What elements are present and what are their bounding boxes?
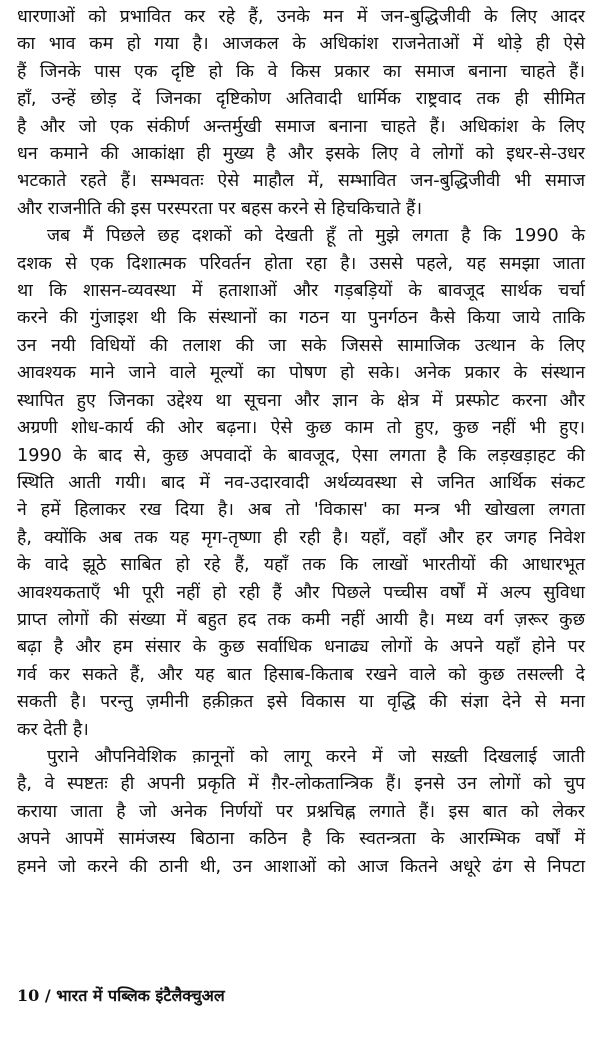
text-line: अपने आपमें सामंजस्य बिठाना कठिन है कि स्वतन्त्रता के आरम्भिक वर्षों में [17, 829, 585, 850]
text-line: का भाव कम हो गया है। आजकल के अधिकांश राजनेताओं में थोड़े ही ऐसे [17, 34, 585, 55]
body-text [17, 4, 585, 881]
text-line: पुराने औपनिवेशिक क़ानूनों को लागू करने में जो सख़्ती दिखलाई जाती [47, 746, 585, 767]
text-line: आवश्यक माने जाने वाले मूल्यों का पोषण हो सके। अनेक प्रकार के संस्थान [17, 363, 585, 384]
text-line: धन कमाने की आकांक्षा ही मुख्य है और इसके लिए वे लोगों को इधर-से-उधर [17, 144, 585, 165]
text-line: भटकाते रहते हैं। सम्भवतः ऐसे माहौल में, सम्भावित जन-बुद्धिजीवी भी समाज [17, 171, 585, 192]
text-line: कर देती है। [17, 719, 89, 740]
text-line: धारणाओं को प्रभावित कर रहे हैं, उनके मन में जन-बुद्धिजीवी के लिए आदर [17, 7, 585, 27]
text-line: है, क्योंकि अब तक यह मृग-तृष्णा ही रही है। यहाँ, वहाँ और हर जगह निवेश [17, 527, 585, 548]
text-line: और राजनीति की इस परस्परता पर बहस करने से हिचकिचाते हैं। [17, 198, 422, 219]
text-line: आवश्यकताएँ भी पूरी नहीं हो रही हैं और पिछले पच्चीस वर्षों में अल्प सुविधा [17, 582, 585, 603]
text-line: उन नयी विधियों की तलाश की जा सके जिससे सामाजिक उत्थान के लिए [17, 335, 585, 356]
text-line: स्थिति आती गयी। बाद में नव-उदारवादी अर्थव्यवस्था से जनित आर्थिक संकट [17, 472, 585, 493]
footer-separator: / [44, 986, 51, 1005]
text-line: जब मैं पिछले छह दशकों को देखती हूँ तो मुझे लगता है कि 1990 के [47, 226, 585, 247]
text-line: हाँ, उन्हें छोड़ दें जिनका दृष्टिकोण अतिवादी धार्मिक राष्ट्रवाद तक ही सीमित [17, 89, 585, 110]
text-line: के वादे झूठे साबित हो रहे हैं, यहाँ तक कि लाखों भारतीयों की आधारभूत [17, 555, 585, 576]
text-line: है और जो एक संकीर्ण अन्तर्मुखी समाज बनाना चाहते हैं। अधिकांश के लिए [17, 116, 585, 137]
text-line: था कि शासन-व्यवस्था में हताशाओं और गड़बड़ियों के बावजूद सार्थक चर्चा [17, 281, 585, 302]
text-line: कराया जाता है जो अनेक निर्णयों पर प्रश्नचिह्न लगाते हैं। इस बात को लेकर [17, 801, 585, 822]
text-line: अग्रणी शोध-कार्य की ओर बढ़ना। ऐसे कुछ काम तो हुए, कुछ नहीं भी हुए। [17, 418, 585, 439]
text-line: हैं जिनके पास एक दृष्टि हो कि वे किस प्रकार का समाज बनाना चाहते हैं। [17, 61, 585, 82]
text-line: गर्व कर सकते हैं, और यह बात हिसाब-किताब रखने वाले को कुछ तसल्ली दे [17, 664, 585, 685]
text-line: ने हमें हिलाकर रख दिया है। अब तो 'विकास' का मन्त्र भी खोखला लगता [17, 500, 585, 521]
text-line: दशक से एक दिशात्मक परिवर्तन होता रहा है। उससे पहले, यह समझा जाता [17, 253, 585, 274]
text-line: स्थापित हुए जिनका उद्देश्य था सूचना और ज्ञान के क्षेत्र में प्रस्फोट करना और [17, 390, 585, 411]
text-line: सकती है। परन्तु ज़मीनी हक़ीक़त इसे विकास या वृद्धि की संज्ञा देने से मना [17, 692, 585, 713]
text-line: प्राप्त लोगों की संख्या में बहुत हद तक कमी नहीं आयी है। मध्य वर्ग ज़रूर कुछ [17, 609, 585, 630]
page-footer [17, 984, 225, 1006]
text-line: बढ़ा है और हम संसार के कुछ सर्वाधिक धनाढ्य लोगों के अपने यहाँ होने पर [17, 637, 585, 658]
text-line: हमने जो करने की ठानी थी, उन आशाओं को आज कितने अधूरे ढंग से निपटा [17, 856, 585, 877]
text-line: करने की गुंजाइश थी कि संस्थानों का गठन या पुनर्गठन कैसे किया जाये ताकि [17, 308, 585, 329]
text-line: 1990 के बाद से, कुछ अपवादों के बावजूद, ऐसा लगता है कि लड़खड़ाहट की [17, 445, 585, 466]
book-title: भारत में पब्लिक इंटैलैक्चुअल [56, 986, 225, 1005]
text-line: है, वे स्पष्टतः ही अपनी प्रकृति में ग़ैर-लोकतान्त्रिक हैं। इनसे उन लोगों को चुप [17, 774, 585, 795]
page-number: 10 [17, 986, 40, 1005]
